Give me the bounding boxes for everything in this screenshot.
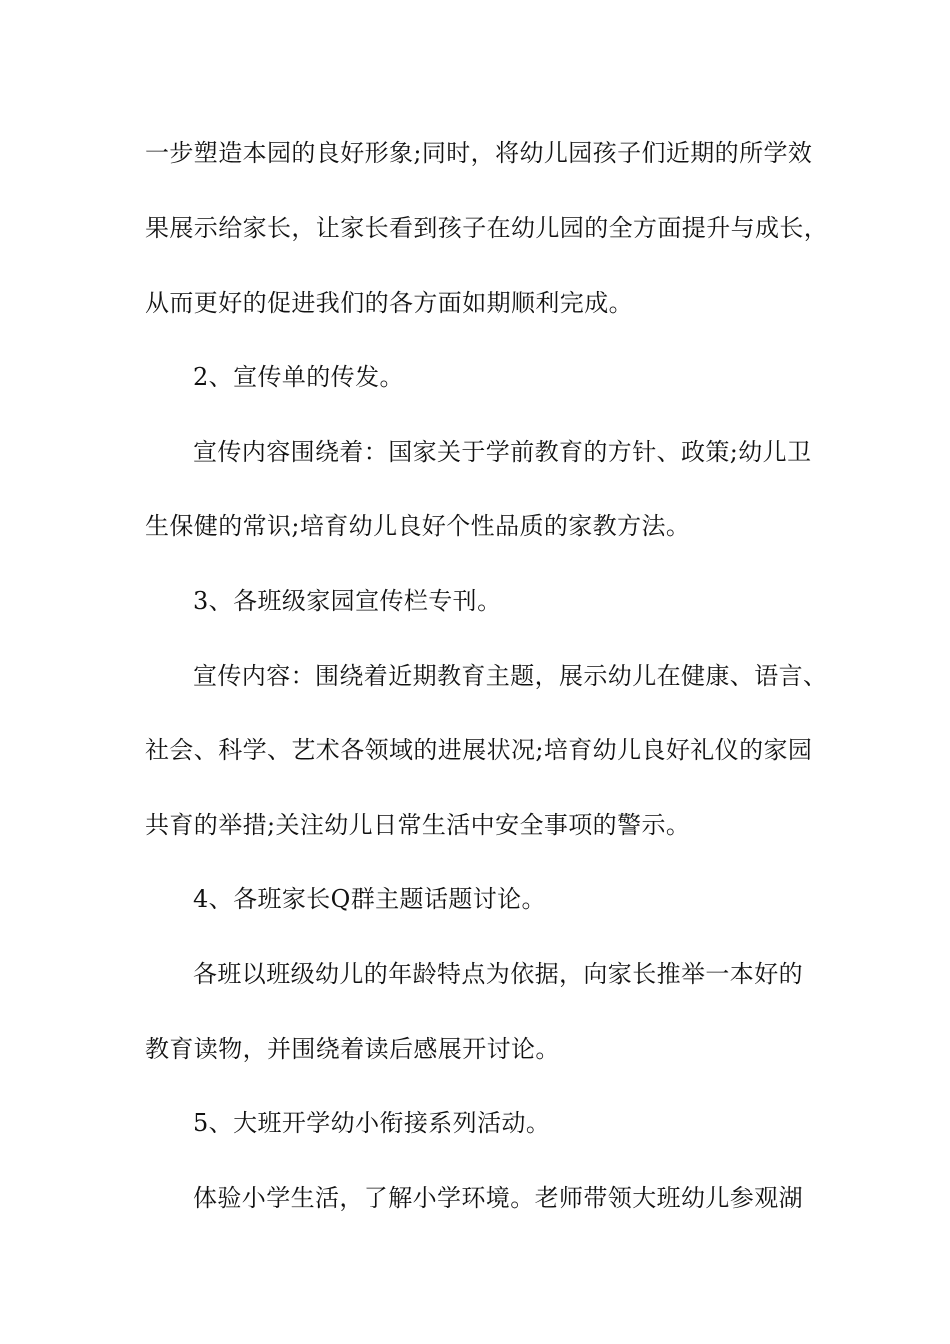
paragraph-line: 共育的举措;关注幼儿日常生活中安全事项的警示。	[145, 811, 691, 839]
paragraph-line: 社会、科学、艺术各领域的进展状况;培育幼儿良好礼仪的家园	[145, 736, 813, 764]
paragraph-line: 体验小学生活，了解小学环境。老师带领大班幼儿参观湖	[193, 1184, 803, 1212]
section-heading: 3、各班级家园宣传栏专刊。	[193, 587, 502, 615]
paragraph-line: 教育读物，并围绕着读后感展开讨论。	[145, 1035, 560, 1063]
paragraph-line: 宣传内容围绕着：国家关于学前教育的方针、政策;幼儿卫	[193, 438, 812, 466]
section-heading: 4、各班家长Q群主题话题讨论。	[193, 885, 546, 913]
paragraph-line: 生保健的常识;培育幼儿良好个性品质的家教方法。	[145, 512, 691, 540]
paragraph-line: 各班以班级幼儿的年龄特点为依据，向家长推举一本好的	[193, 960, 803, 988]
paragraph-line: 果展示给家长，让家长看到孩子在幼儿园的全方面提升与成长，	[145, 214, 829, 242]
paragraph-line: 一步塑造本园的良好形象;同时，将幼儿园孩子们近期的所学效	[145, 139, 813, 167]
section-heading: 5、大班开学幼小衔接系列活动。	[193, 1109, 551, 1137]
paragraph-line: 从而更好的促进我们的各方面如期顺利完成。	[145, 289, 633, 317]
section-heading: 2、宣传单的传发。	[193, 363, 404, 391]
paragraph-line: 宣传内容：围绕着近期教育主题，展示幼儿在健康、语言、	[193, 662, 828, 690]
